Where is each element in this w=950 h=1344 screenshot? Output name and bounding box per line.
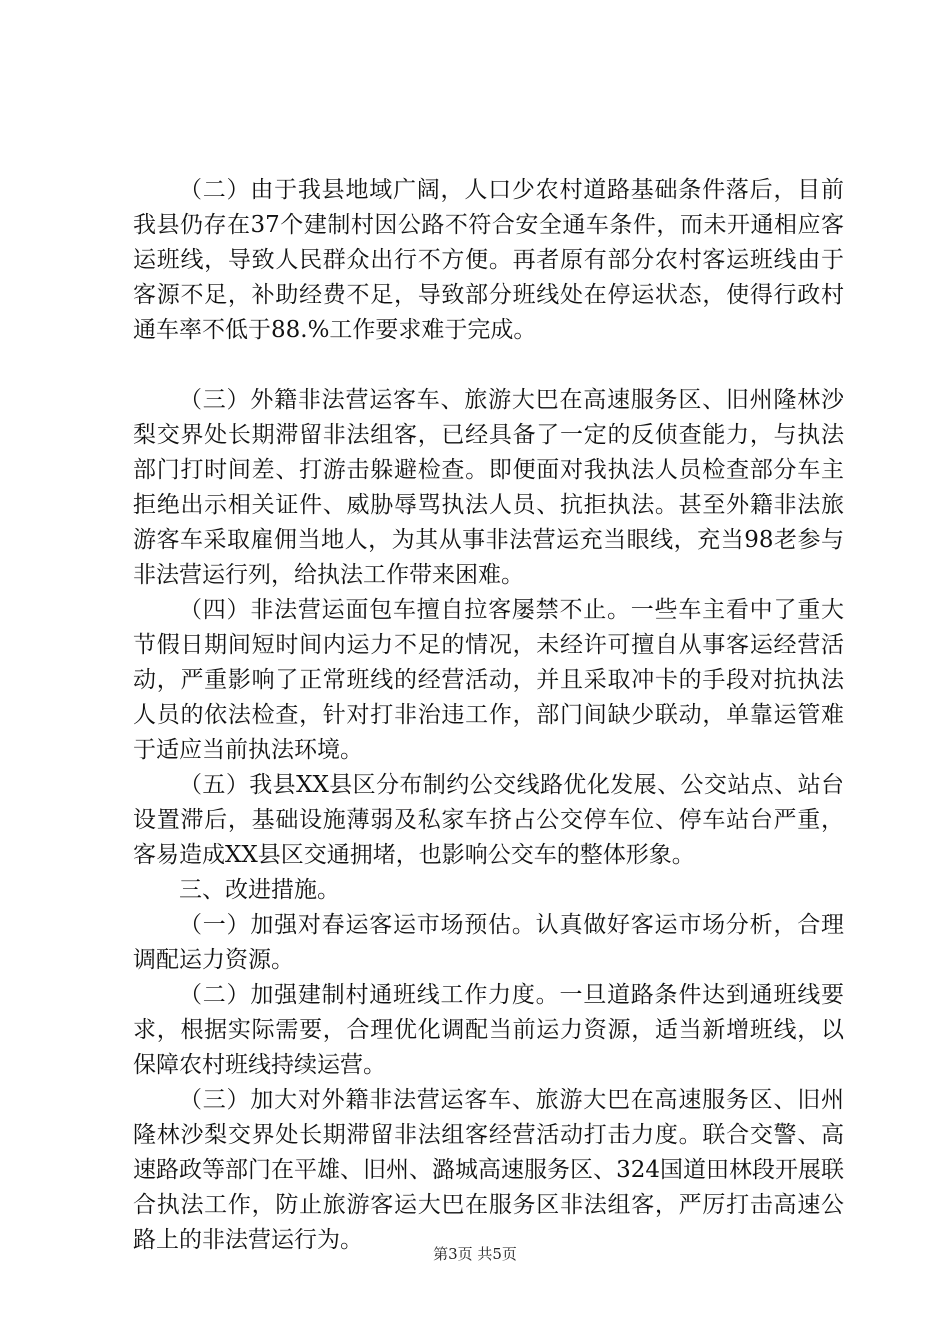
measure-2: （二）加强建制村通班线工作力度。一旦道路条件达到通班线要求，根据实际需要，合理优化调配当前运力资源，适当新增班线，以保障农村班线持续运营。: [133, 982, 844, 1078]
paragraph-2: （二）由于我县地域广阔，人口少农村道路基础条件落后，目前我县仍存在37个建制村因公路不符合安全通车条件，而未开通相应客运班线，导致人民群众出行不方便。再者原有部分农村客运班线由于客源不足，补助经费不足，导致部分班线处在停运状态，使得行政村通车率不低于88.%工作要求难于完成。: [133, 177, 844, 343]
section-heading-improvement: 三、改进措施。: [179, 877, 340, 903]
paragraph-4: （四）非法营运面包车擅自拉客屡禁不止。一些车主看中了重大节假日期间短时间内运力不足的情况，未经许可擅自从事客运经营活动，严重影响了正常班线的经营活动，并且采取冲卡的手段对抗执法人员的依法检查，针对打非治违工作，部门间缺少联动，单靠运管难于适应当前执法环境。: [133, 597, 844, 763]
measure-1: （一）加强对春运客运市场预估。认真做好客运市场分析，合理调配运力资源。: [133, 912, 844, 973]
page-footer: 第3页 共5页: [433, 1245, 517, 1263]
paragraph-3: （三）外籍非法营运客车、旅游大巴在高速服务区、旧州隆林沙梨交界处长期滞留非法组客，已经具备了一定的反侦查能力，与执法部门打时间差、打游击躲避检查。即便面对我执法人员检查部分车主拒绝出示相关证件、威胁辱骂执法人员、抗拒执法。甚至外籍非法旅游客车采取雇佣当地人，为其从事非法营运充当眼线，充当98老参与非法营运行列，给执法工作带来困难。: [133, 387, 844, 588]
measure-3: （三）加大对外籍非法营运客车、旅游大巴在高速服务区、旧州隆林沙梨交界处长期滞留非法组客经营活动打击力度。联合交警、高速路政等部门在平雄、旧州、潞城高速服务区、324国道田林段开展联合执法工作，防止旅游客运大巴在服务区非法组客，严厉打击高速公路上的非法营运行为。: [133, 1087, 844, 1253]
paragraph-5: （五）我县XX县区分布制约公交线路优化发展、公交站点、站台设置滞后，基础设施薄弱及私家车挤占公交停车位、停车站台严重，客易造成XX县区交通拥堵，也影响公交车的整体形象。: [133, 772, 844, 868]
document-body: [133, 173, 844, 1258]
